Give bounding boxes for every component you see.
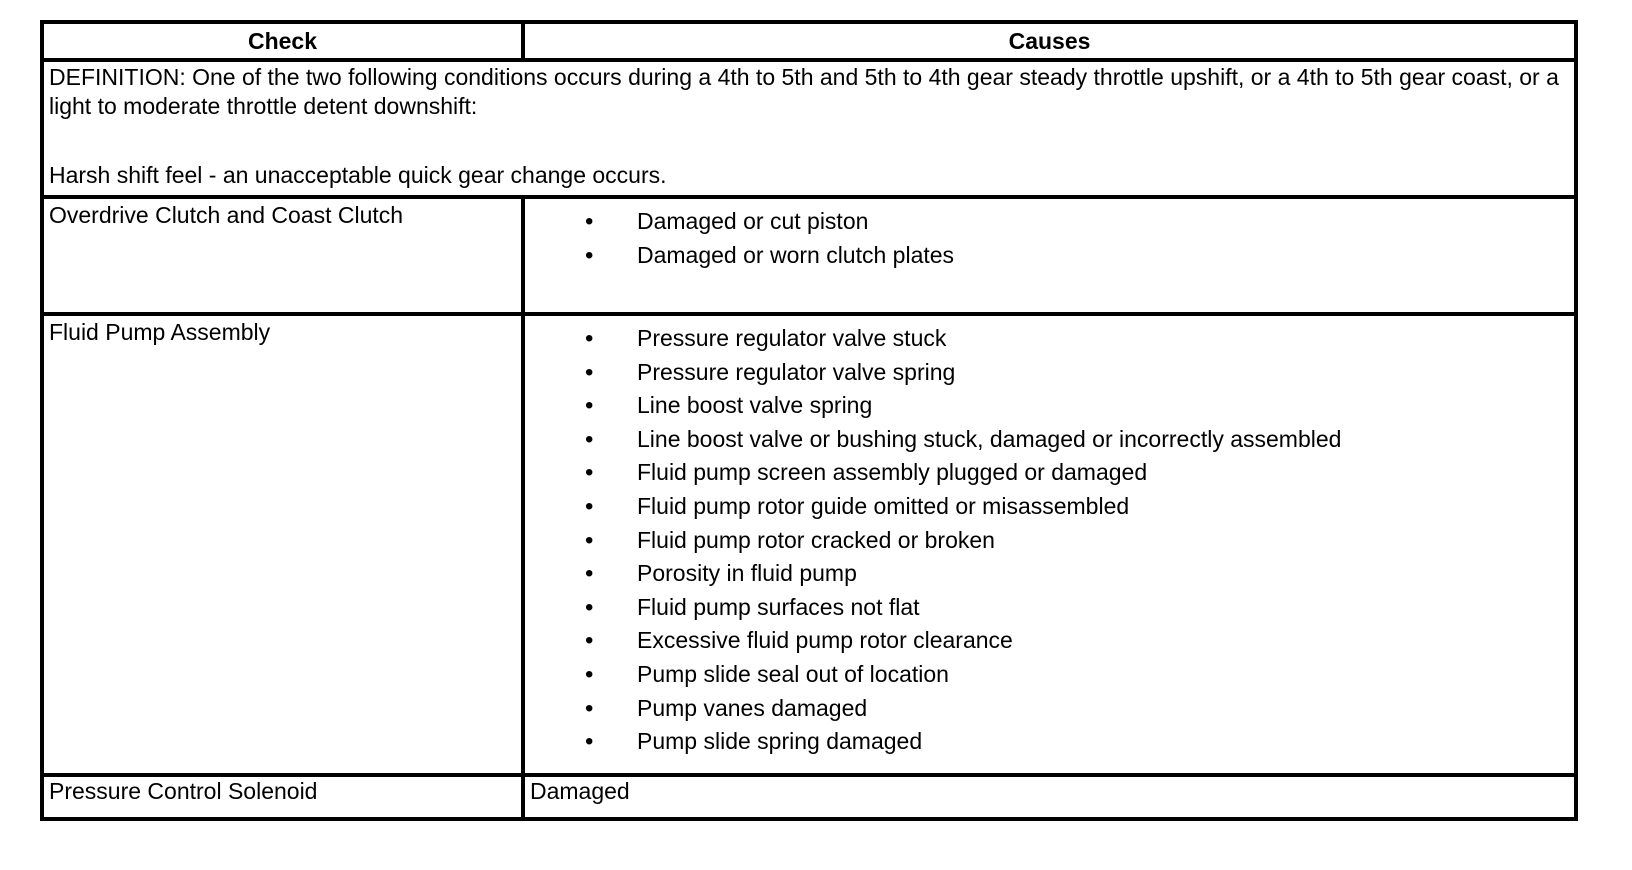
check-cell: Fluid Pump Assembly — [42, 314, 523, 775]
cause-item: • Fluid pump rotor guide omitted or misassembled — [530, 490, 1574, 524]
header-check: Check — [42, 22, 523, 60]
cause-item: • Line boost valve or bushing stuck, damaged or incorrectly assembled — [530, 423, 1574, 457]
table-row — [42, 775, 1576, 819]
cause-item: • Damaged or worn clutch plates — [530, 239, 1574, 273]
cause-item: • Damaged or cut piston — [530, 205, 1574, 239]
header-row — [42, 22, 1576, 60]
harsh-shift-text: Harsh shift feel - an unacceptable quick gear change occurs. — [49, 162, 667, 188]
definition-row — [42, 60, 1576, 197]
table-row — [42, 314, 1576, 775]
cause-item: • Line boost valve spring — [530, 389, 1574, 423]
causes-cell: Damaged — [523, 775, 1576, 819]
definition-cell — [42, 60, 1576, 197]
causes-list — [530, 199, 1574, 272]
table-row — [42, 197, 1576, 314]
cause-item: • Fluid pump screen assembly plugged or damaged — [530, 456, 1574, 490]
causes-cell — [523, 197, 1576, 314]
cause-item: • Porosity in fluid pump — [530, 557, 1574, 591]
cause-item: • Pump slide spring damaged — [530, 725, 1574, 759]
cause-item: • Fluid pump rotor cracked or broken — [530, 524, 1574, 558]
diagnostic-table — [40, 20, 1578, 821]
causes-cell — [523, 314, 1576, 775]
cause-item: • Pump vanes damaged — [530, 692, 1574, 726]
cause-item: • Pump slide seal out of location — [530, 658, 1574, 692]
causes-list — [530, 316, 1574, 759]
cause-item: • Fluid pump surfaces not flat — [530, 591, 1574, 625]
definition-spacer — [49, 121, 1574, 161]
definition-text: DEFINITION: One of the two following conditions occurs during a 4th to 5th and 5th to 4th gear steady throttle upshift, or a 4th to 5th gear coast, or a light to moderate throttle detent downshift: — [49, 64, 1559, 119]
cause-item: • Excessive fluid pump rotor clearance — [530, 624, 1574, 658]
check-cell: Overdrive Clutch and Coast Clutch — [42, 197, 523, 314]
header-causes: Causes — [523, 22, 1576, 60]
check-cell: Pressure Control Solenoid — [42, 775, 523, 819]
cause-item: • Pressure regulator valve spring — [530, 356, 1574, 390]
cause-item: • Pressure regulator valve stuck — [530, 322, 1574, 356]
